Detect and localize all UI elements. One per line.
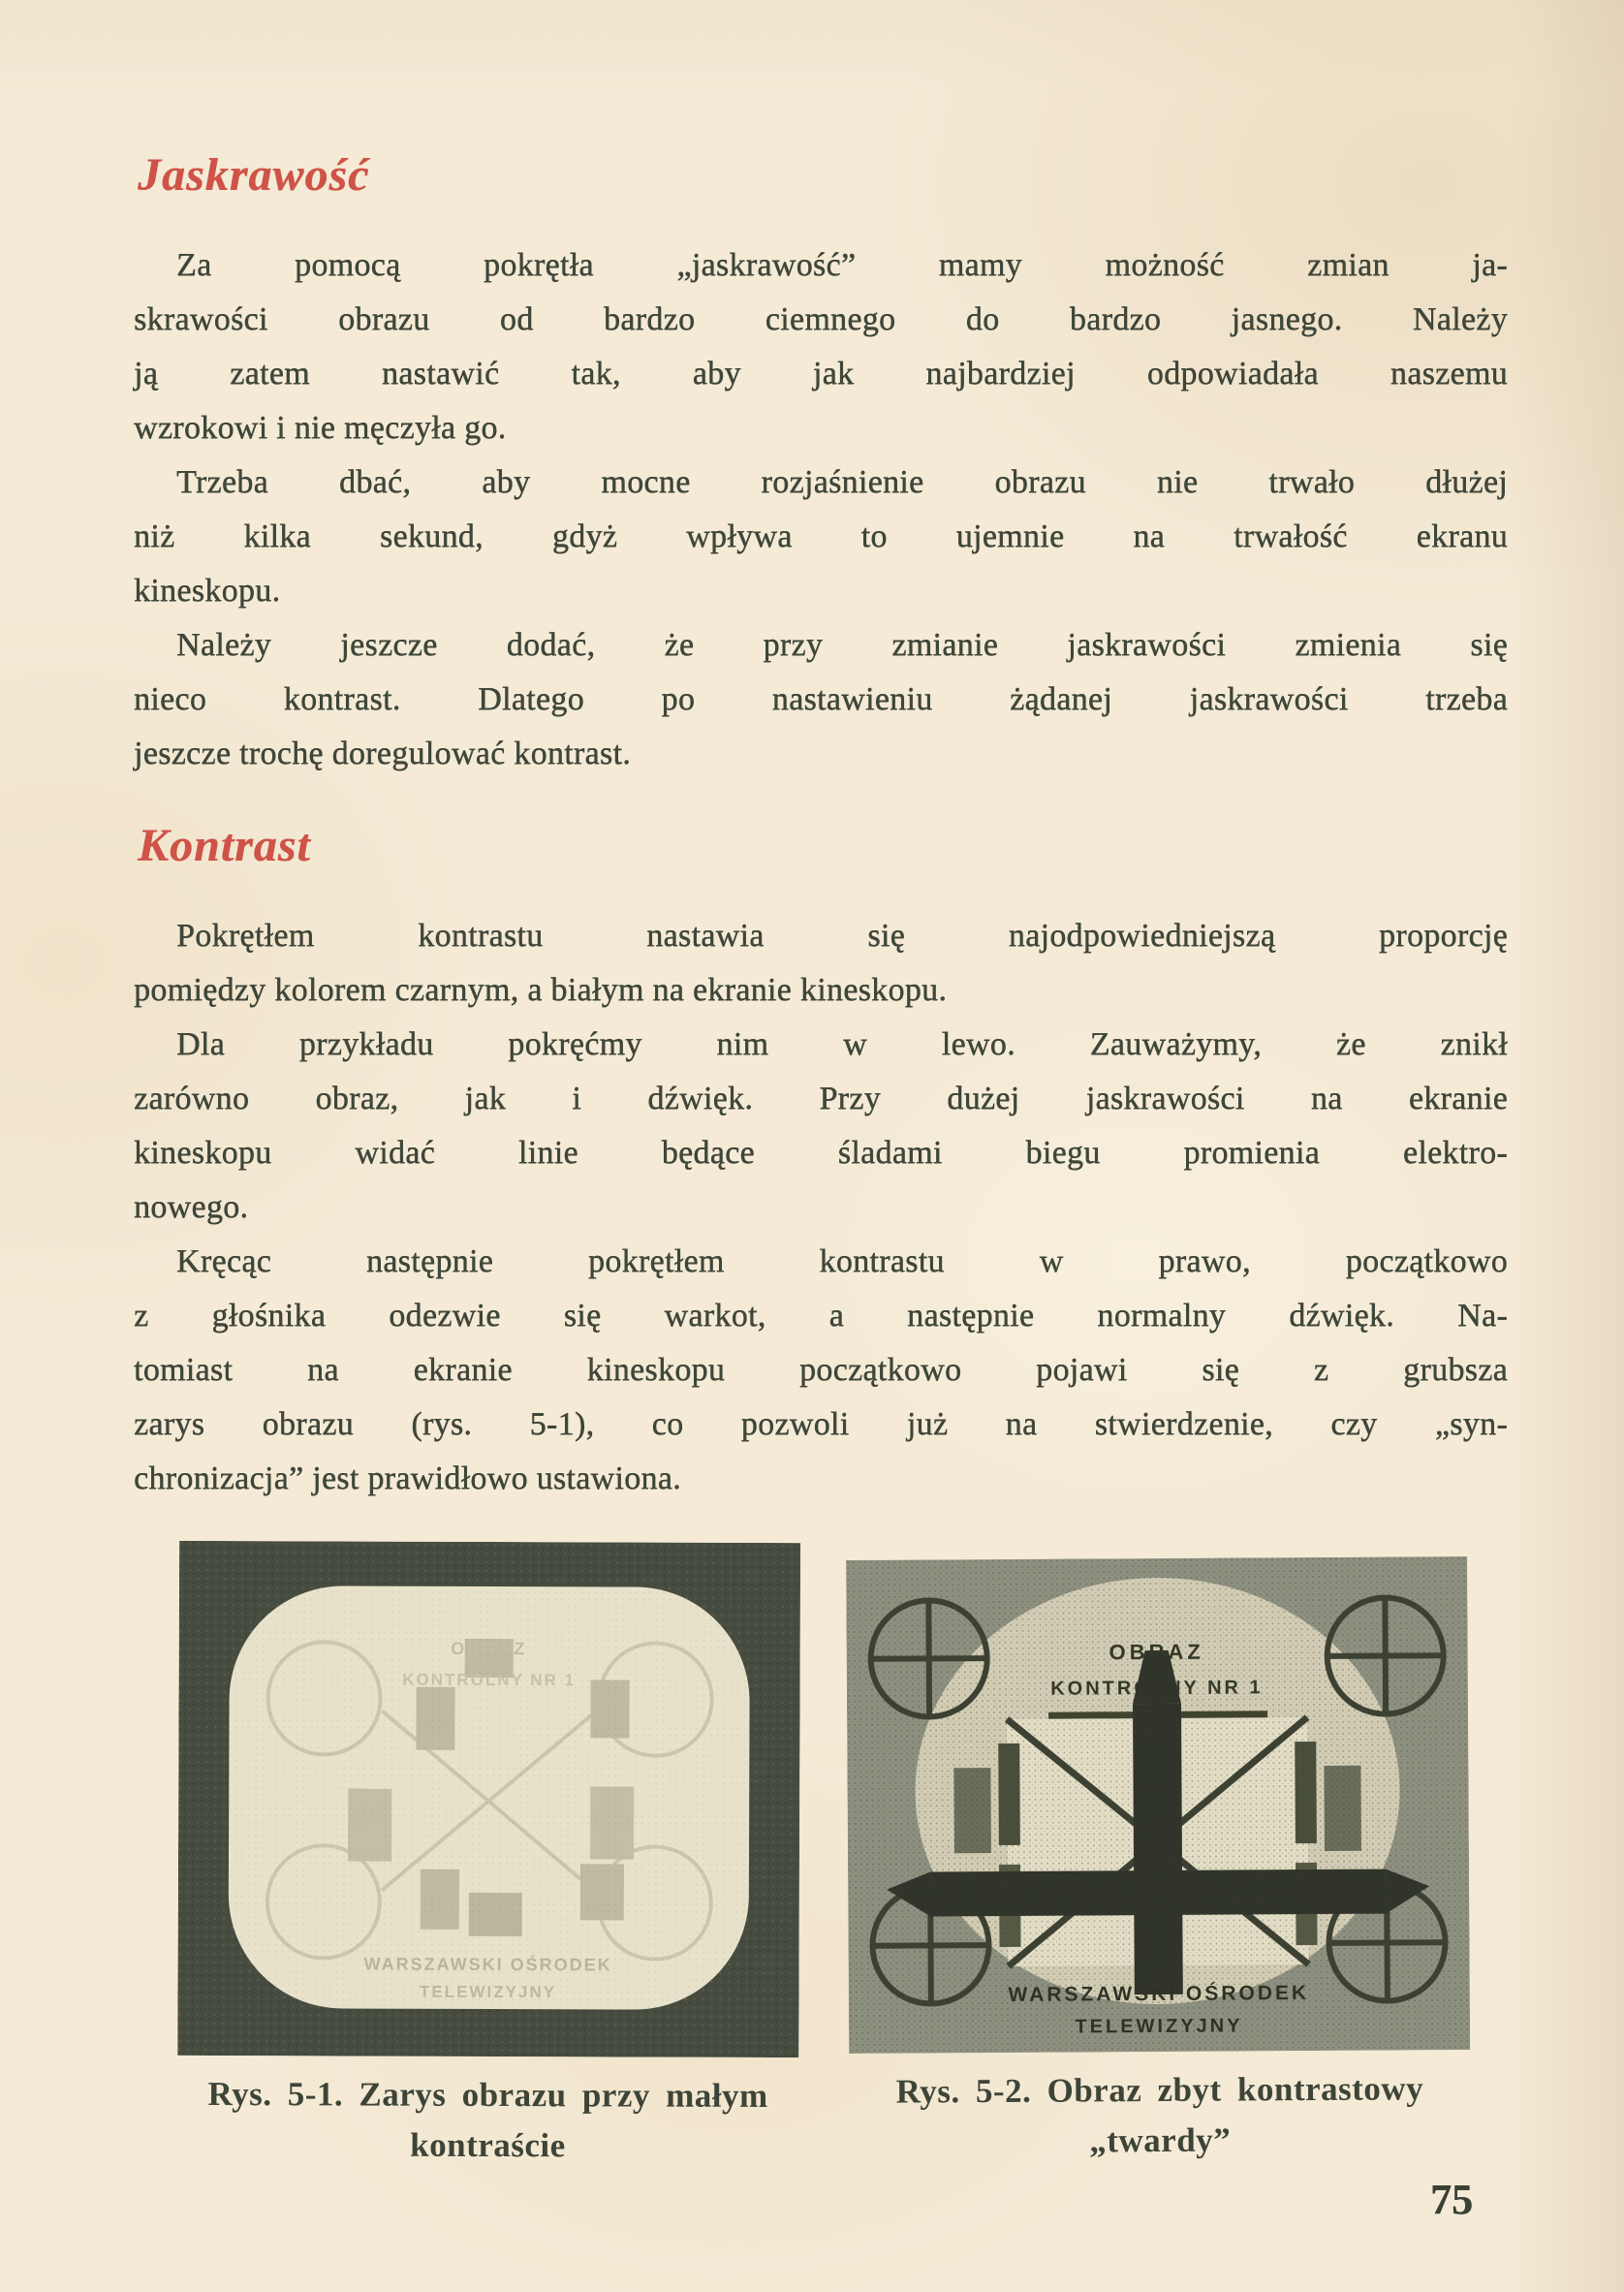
text-line: chronizacja” jest prawidłowo ustawiona. [134, 1460, 681, 1496]
figure-caption-rys-5-2 [849, 2063, 1471, 2168]
caption-line: Rys. 5-1. Zarys obrazu przy małym [207, 2074, 768, 2116]
tv-photo-high-contrast [846, 1556, 1470, 2054]
text-line: zarówno obraz, jak i dźwięk. Przy dużej jaskrawości na ekranie [134, 1081, 1508, 1116]
figure-caption-rys-5-1 [177, 2069, 798, 2172]
text-line: kineskopu. [134, 573, 281, 609]
page-number: 75 [1430, 2176, 1473, 2223]
text-line: niż kilka sekund, gdyż wpływa to ujemnie na trwałość ekranu [134, 518, 1508, 554]
text-line: ją zatem nastawić tak, aby jak najbardziej odpowiadała naszemu [134, 356, 1508, 392]
paragraph-brightness-2 [134, 455, 1508, 618]
text-line: kineskopu widać linie będące śladami biegu promienia elektro- [134, 1135, 1508, 1171]
text-line: Trzeba dbać, aby mocne rozjaśnienie obrazu nie trwało dłużej [176, 464, 1508, 500]
paragraph-brightness-1 [134, 238, 1508, 455]
text-line: Kręcąc następnie pokrętłem kontrastu w prawo, początkowo [176, 1243, 1508, 1279]
tv-photo-low-contrast [177, 1541, 800, 2057]
figure-rys-5-2 [846, 1556, 1471, 2168]
caption-line: „twardy” [1089, 2120, 1232, 2160]
paragraph-contrast-3 [134, 1235, 1508, 1506]
text-line: jeszcze trochę doregulować kontrast. [134, 736, 632, 771]
caption-line: Rys. 5-2. Obraz zbyt kontrastowy [895, 2069, 1424, 2111]
text-line: z głośnika odezwie się warkot, a następnie normalny dźwięk. Na- [134, 1298, 1508, 1334]
text-column [134, 147, 1508, 1506]
caption-line: kontraście [410, 2125, 566, 2165]
paragraph-brightness-3 [134, 618, 1508, 781]
text-line: pomiędzy kolorem czarnym, a białym na ekranie kineskopu. [134, 972, 948, 1008]
text-line: Za pomocą pokrętła „jaskrawość” mamy możność zmian ja- [176, 247, 1508, 283]
paragraph-contrast-2 [134, 1018, 1508, 1235]
section-heading-jaskrawosc: Jaskrawość [138, 149, 370, 201]
text-line: Dla przykładu pokręćmy nim w lewo. Zauważymy, że znikł [176, 1026, 1508, 1062]
text-line: nieco kontrast. Dlatego po nastawieniu żądanej jaskrawości trzeba [134, 681, 1508, 717]
text-line: wzrokowi i nie męczyła go. [134, 410, 507, 446]
text-line: Pokrętłem kontrastu nastawia się najodpowiedniejszą proporcję [176, 918, 1508, 954]
paragraph-contrast-1 [134, 909, 1508, 1018]
halftone-overlay [846, 1556, 1470, 2054]
text-line: zarys obrazu (rys. 5-1), co pozwoli już na stwierdzenie, czy „syn- [134, 1406, 1508, 1442]
text-line: Należy jeszcze dodać, że przy zmianie jaskrawości zmienia się [176, 627, 1508, 663]
text-line: skrawości obrazu od bardzo ciemnego do bardzo jasnego. Należy [134, 301, 1508, 337]
text-line: nowego. [134, 1189, 249, 1225]
section-heading-kontrast: Kontrast [138, 820, 311, 871]
figure-rys-5-1 [177, 1541, 800, 2172]
text-line: tomiast na ekranie kineskopu początkowo pojawi się z grubsza [134, 1352, 1508, 1388]
